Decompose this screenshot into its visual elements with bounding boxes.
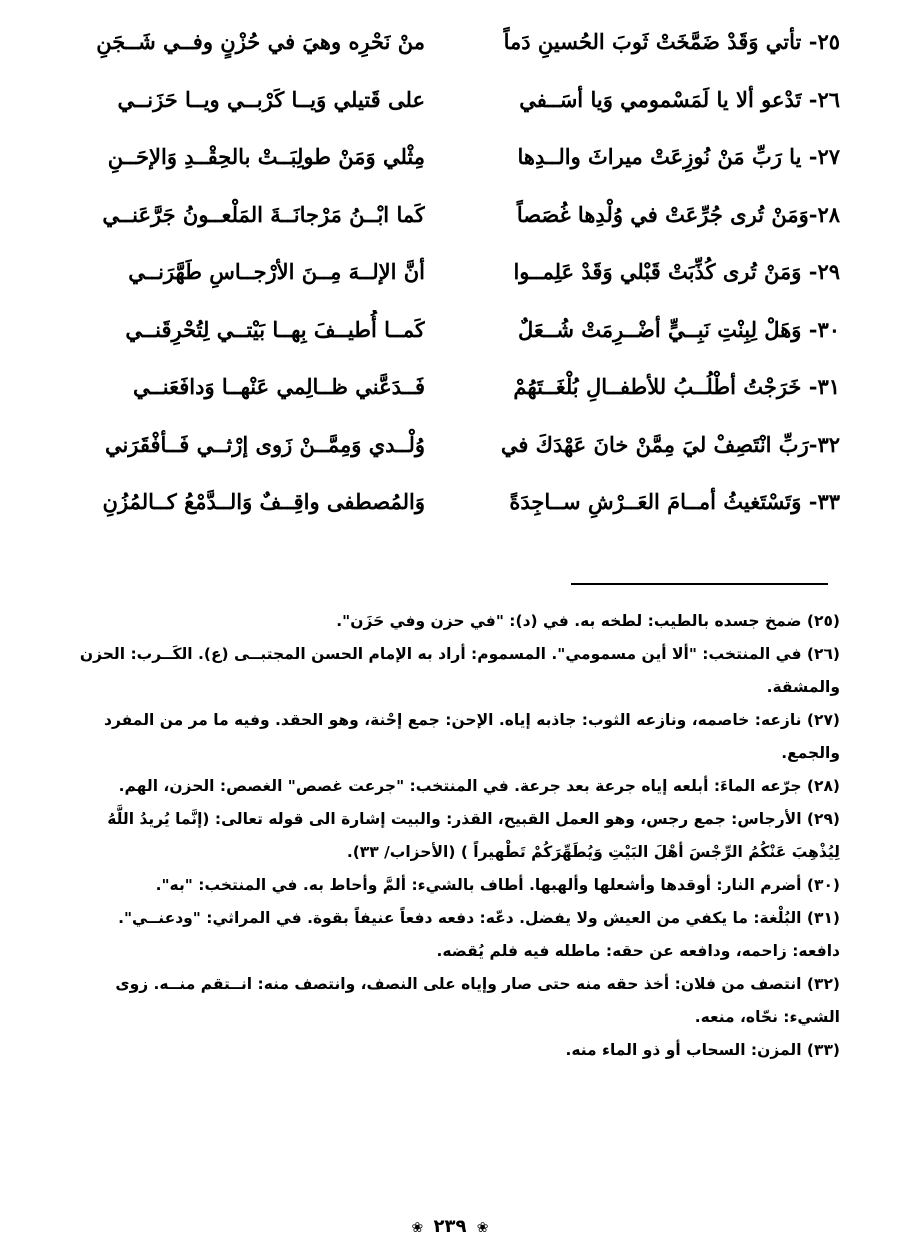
verse-second-hemistich: وُلْــدي وَمِمَّــنْ زَوى إرْثــي فَــأفْقَرَني [104,431,425,457]
verse-30 [60,310,840,368]
verse-25 [60,22,840,80]
verse-first-hemistich: ٢٥- تأتي وَقَدْ ضَمَّخَتْ ثَوبَ الحُسينِ دَماً [503,29,840,54]
verse-first-hemistich: ٢٨-وَمَنْ تُرى جُرِّعَتْ في وُلْدِها غُصَصاً [516,201,840,227]
verse-first-hemistich: ٢٩- وَمَنْ تُرى كُذِّبَتْ قَبْلي وَقَدْ عَلِمــوا [513,259,840,284]
footnote-26: (٢٦) في المنتخب: "ألا أين مسمومي". المسموم: أراد به الإمام الحسن المجتبــى (ع). الكَــرب: الحزن والمشقة. [79,645,840,696]
ornament-icon: ❀ [476,1220,489,1236]
verse-second-hemistich: على قَتيلي وَيــا كَرْبــي ويــا حَزَنــي [117,86,425,112]
verse-first-hemistich: ٢٧- يا رَبِّ مَنْ نُوزِعَتْ ميراثَ والــدِها [517,144,840,169]
verse-second-hemistich: أنَّ الإلــهَ مِــنَ الأرْجــاسِ طَهَّرَنــي [128,259,425,284]
verse-27 [60,137,840,195]
footnote-divider [571,583,828,585]
footnote-32: (٣٢) انتصف من فلان: أخذ حقه منه حتى صار وإياه على النصف، وانتصف منه: انــتقم منــه. زوى الشيء: نحّاه، منعه. [115,975,840,1026]
verse-second-hemistich: منْ نَحْرِه وهيَ في حُزْنٍ وفــي شَــجَنِ [96,29,425,54]
footnote-33: (٣٣) المزن: السحاب أو ذو الماء منه. [565,1041,840,1059]
verse-first-hemistich: ٣١- خَرَجْتُ أطْلُــبُ للأطفــالِ بُلْغَــتَهُمْ [513,374,840,399]
footnote-27: (٢٧) نازعه: خاصمه، ونازعه الثوب: جاذبه إياه. الإحن: جمع إحْنة، وهو الحقد. وفيه ما مر من المفرد والجمع. [104,711,840,762]
verse-first-hemistich: ٣٠- وَهَلْ لِبِنْتِ نَبِــيٍّ أضْــرِمَتْ شُــعَلٌ [518,316,840,342]
verse-first-hemistich: ٣٣- وَتَسْتَغيثُ أمــامَ العَــرْشِ ســاجِدَةً [509,489,840,514]
verse-second-hemistich: كَمــا أُطيــفَ بِهــا بَيْتــي لِتُحْرِقَنــي [125,316,425,342]
footnotes [68,605,840,1067]
verse-31 [60,367,840,425]
footnote-30: (٣٠) أضرم النار: أوقدها وأشعلها وألهبها. أطاف بالشيء: ألمَّ وأحاط به. في المنتخب: "به". [155,876,840,894]
ornament-icon: ❀ [411,1220,424,1236]
footnote-29: (٢٩) الأرجاس: جمع رجس، وهو العمل القبيح، القذر: والبيت إشارة الى قوله تعالى: (إنَّما يُريدُ اللَّهُ لِيُذْهِبَ عَنْكُمُ الرِّجْسَ أهْلَ البَيْتِ وَيُطَهِّرَكُمْ تَطْهيراً ) (الأحزاب/ ٣٣). [107,810,840,861]
verse-first-hemistich: ٢٦- تَدْعو ألا يا لَمَسْمومي وَيا أسَــفي [519,86,840,112]
page-footer [380,1212,520,1242]
verse-33 [60,482,840,540]
poem-verses [60,22,840,540]
verse-second-hemistich: كَما ابْــنُ مَرْجانَــةَ المَلْعــونُ جَرَّعَنــي [102,201,425,227]
verse-26 [60,80,840,138]
verse-29 [60,252,840,310]
footnote-28: (٢٨) جرّعه الماءَ: أبلعه إياه جرعة بعد جرعة. في المنتخب: "جرعت غصص" الغصص: الحزن، الهم. [118,777,840,795]
verse-second-hemistich: فَــدَعَّني ظــالِمي عَنْهــا وَدافَعَنــي [132,374,425,399]
verse-second-hemistich: وَالمُصطفى واقِــفٌ وَالــدَّمْعُ كــالمُزُنِ [102,489,425,514]
verse-first-hemistich: ٣٢-رَبِّ انْتَصِفْ ليَ مِمَّنْ خانَ عَهْدَكَ في [500,431,840,457]
verse-second-hemistich: مِثْلي وَمَنْ طولِبَــتْ بالحِقْــدِ وَالإحَــنِ [107,144,425,169]
footnote-25: (٢٥) ضمخ جسده بالطيب: لطخه به. في (د): "في حزن وفي حَزَن". [336,612,840,630]
verse-28 [60,195,840,253]
verse-32 [60,425,840,483]
footnote-31: (٣١) البُلْغة: ما يكفي من العيش ولا يفضل. دعّه: دفعه دفعاً عنيفاً بقوة. في المراثي: "ودعنــي". دافعه: زاحمه، ودافعه عن حقه: ماطله فيه فلم يُقضه. [118,909,840,960]
page-number: ٢٣٩ [433,1216,467,1237]
